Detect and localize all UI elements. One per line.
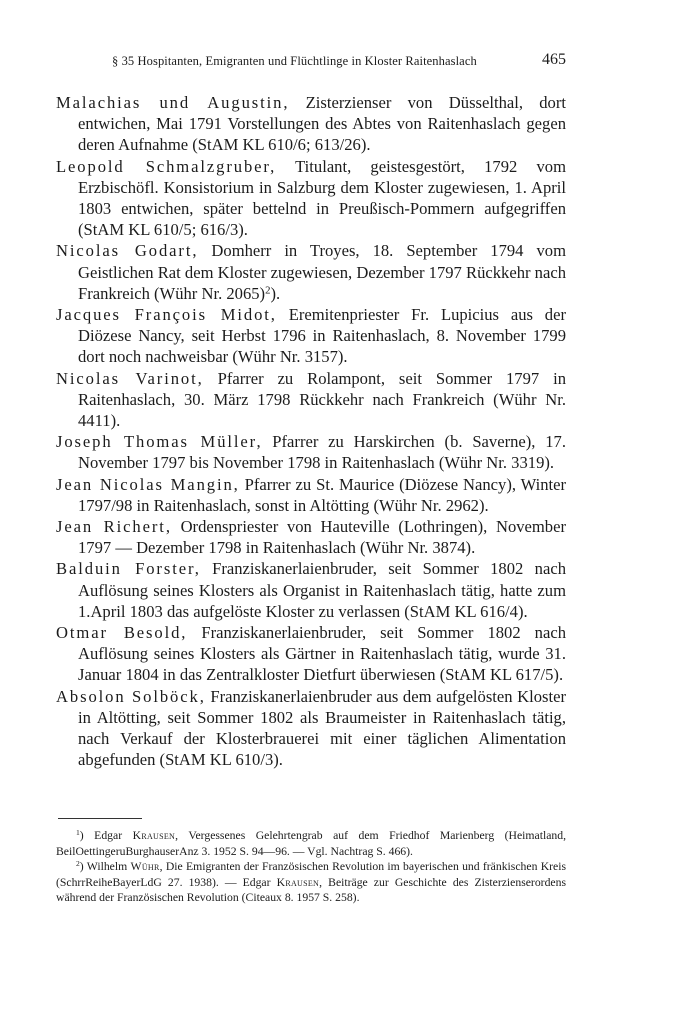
entry-text: Franziskanerlaienbruder, seit Sommer 1802 nach Auflösung seines Klosters als Gärtner in Raitenhaslach tätig, wurde 31. Januar 1804 in das Zentralkloster Dietfurt überwiesen (StAM KL 617/5). <box>78 623 566 685</box>
footnote <box>56 828 566 859</box>
entry-text: Pfarrer zu St. Maurice (Diözese Nancy), Winter 1797/98 in Raitenhaslach, sonst in Altötting (Wühr Nr. 2962). <box>78 474 566 515</box>
entry <box>56 304 566 368</box>
person-name: Leopold Schmalzgruber, <box>56 156 277 176</box>
entry-text: Domherr in Troyes, 18. September 1794 vom Geistlichen Rat dem Kloster zugewiesen, Dezember 1797 Rückkehr nach Frankreich (Wühr Nr. 2065) <box>78 241 566 303</box>
footnote-mark: 1 <box>76 828 80 838</box>
person-name: Joseph Thomas Müller, <box>56 432 263 452</box>
person-name: Otmar Besold, <box>56 623 188 643</box>
footnote-text: , Die Emigranten der Französischen Revolution im bayerischen und fränkischen Kreis (SchrrReiheBayerLdG 27. 1938). — Edgar <box>56 860 567 889</box>
entry-text: Pfarrer zu Harskirchen (b. Saverne), 17. November 1797 bis November 1798 in Raitenhaslach (Wühr Nr. 3319). <box>78 432 566 473</box>
running-header <box>112 51 566 76</box>
entry <box>56 92 566 156</box>
entry-text: Franziskanerlaienbruder aus dem aufgelösten Kloster in Altötting, seit Sommer 1802 als Braumeister in Raitenhaslach tätig, nach Verkauf der Klosterbrauerei mit einer täglichen Alimentation abgefunden (StAM KL 610/3). <box>78 686 567 770</box>
footnote-text: ) Wilhelm <box>79 860 131 874</box>
footnote-divider <box>58 818 142 819</box>
entry-text: Franziskanerlaienbruder, seit Sommer 1802 nach Auflösung seines Klosters als Organist in Raitenhaslach tätig, hatte zum 1.April 1803 das aufgelöste Kloster zu verlassen (StAM KL 616/4). <box>78 559 566 621</box>
entry-text: Pfarrer zu Rolampont, seit Sommer 1797 in Raitenhaslach, 30. März 1798 Rückkehr nach Frankreich (Wühr Nr. 4411). <box>78 368 567 431</box>
person-name: Malachias und Augustin, <box>56 93 290 112</box>
footnote-author: Krausen <box>276 875 320 889</box>
entry <box>56 156 566 241</box>
entry <box>56 431 566 473</box>
footnote-mark: 2 <box>76 859 80 869</box>
entry <box>56 558 566 622</box>
footnote-text: ) Edgar <box>79 829 133 842</box>
footnote-ref[interactable]: 2 <box>265 284 271 297</box>
person-name: Nicolas Godart, <box>56 241 199 261</box>
entry <box>56 622 566 686</box>
footnotes <box>56 828 566 906</box>
person-name: Jacques François Midot, <box>56 305 277 325</box>
footnote-author: Wühr <box>130 860 160 874</box>
entry-text: Ordenspriester von Hauteville (Lothringen), November 1797 — Dezember 1798 in Raitenhaslach (Wühr Nr. 3874). <box>78 517 566 558</box>
footnote-text: , Beiträge zur Geschichte des Zisterzienserordens während der Französischen Revolution (Citeaux 8. 1957 S. 258). <box>56 875 566 905</box>
entry <box>56 368 566 432</box>
entry-text: Titulant, geistesgestört, 1792 vom Erzbischöfl. Konsistorium in Salzburg dem Kloster zugewiesen, 1. April 1803 entwichen, später bettelnd in Preußisch-Pommern aufgegriffen (StAM KL 610/5; 616/3). <box>78 156 566 240</box>
footnote-author: Krausen <box>132 829 176 842</box>
main-text <box>56 92 566 771</box>
person-name: Absolon Solböck, <box>56 686 206 706</box>
person-name: Jean Richert, <box>56 517 172 537</box>
footnote-text: , Vergessenes Gelehrtengrab auf dem Friedhof Marienberg (Heimatland, BeilOettingeruBurghauserAnz 3. 1952 S. 94—96. — Vgl. Nachtrag S. 466). <box>56 829 566 858</box>
header-title: § 35 Hospitanten, Emigranten und Flüchtlinge in Kloster Raitenhaslach <box>112 54 477 68</box>
entry-text: Eremitenpriester Fr. Lupicius aus der Diözese Nancy, seit Herbst 1796 in Raitenhaslach, 8. November 1799 dort noch nachweisbar (Wühr Nr. 3157). <box>78 305 566 367</box>
entry <box>56 474 566 516</box>
entry <box>56 516 566 558</box>
entry <box>56 240 566 304</box>
person-name: Balduin Forster, <box>56 559 201 579</box>
page-number: 465 <box>542 51 566 68</box>
person-name: Jean Nicolas Mangin, <box>56 474 240 494</box>
entry-text: Zisterzienser von Düsselthal, dort entwichen, Mai 1791 Vorstellungen des Abtes von Raitenhaslach gegen deren Aufnahme (StAM KL 610/6; 613/26). <box>78 93 566 155</box>
entry <box>56 686 566 771</box>
footnote <box>56 859 566 906</box>
entry-text-end: ). <box>270 283 281 303</box>
person-name: Nicolas Varinot, <box>56 368 204 388</box>
